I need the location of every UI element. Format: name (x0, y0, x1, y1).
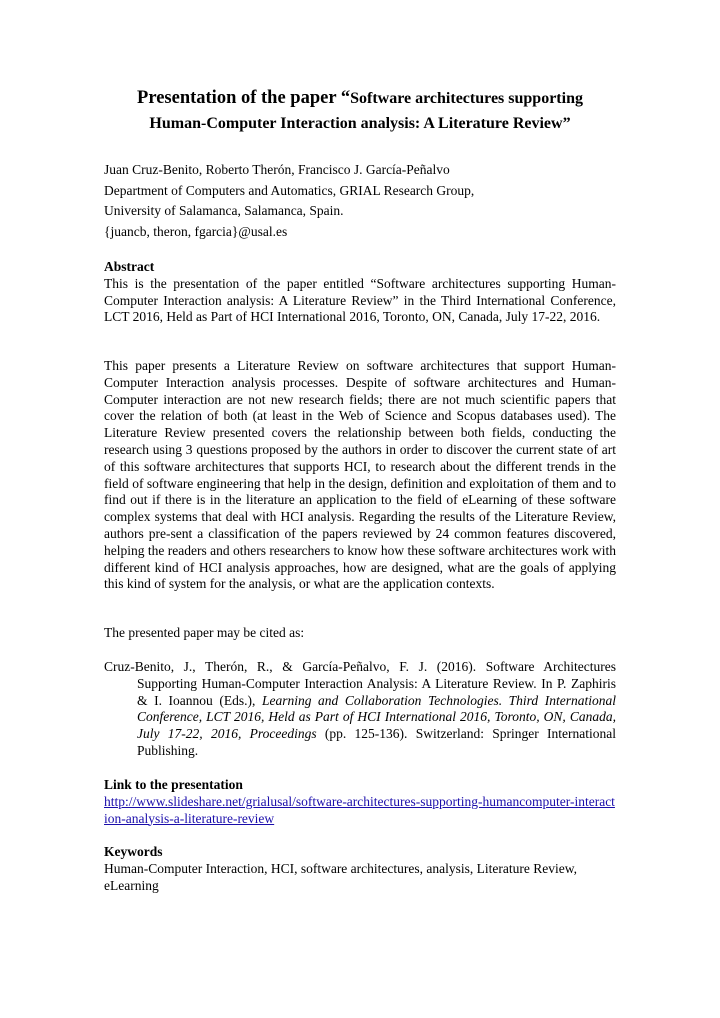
citation-intro: The presented paper may be cited as: (104, 625, 305, 640)
affiliation-line-2: University of Salamanca, Salamanca, Spain. (104, 203, 344, 218)
link-section (104, 777, 616, 827)
author-block (104, 160, 474, 242)
affiliation-line-1: Department of Computers and Automatics, GRIAL Research Group, (104, 182, 475, 198)
reference-entry (104, 659, 616, 760)
author-names: Juan Cruz-Benito, Roberto Therón, Francisco J. García-Peñalvo (104, 162, 450, 177)
title-prefix: Presentation of the paper “ (137, 88, 351, 108)
citation-reference (104, 659, 616, 760)
reference-text-end: (pp. 125-136). Switzerland: Springer International Publishing. (137, 726, 616, 758)
keywords-text: Human-Computer Interaction, HCI, software architectures, analysis, Literature Review, eLearning (104, 860, 577, 893)
paper-title-part-1: Software architectures supporting (350, 90, 583, 107)
title-line-1 (60, 86, 660, 111)
presentation-link[interactable]: http://www.slideshare.net/grialusal/software-architectures-supporting-humancomputer-interaction-analysis-a-literature-review (104, 793, 615, 826)
link-heading: Link to the presentation (104, 777, 243, 792)
reference-text-start: Cruz-Benito, J., Therón, R., & García-Peñalvo, F. J. (2016). Software Architectures Supporting Human-Computer Interaction Analysis: A Literature Review. In P. Zaphiris & I. Ioannou (Eds.), (104, 659, 616, 708)
abstract-paragraph-2: This paper presents a Literature Review on software architectures that support Human-Computer Interaction analysis processes. Despite of software architectures and Human-Computer interaction are not new research fields; there are not much scientific papers that cover the relation of both (at least in the Web of Science and Scopus databases used). The Literature Review presented covers the relationship between both fields, conducting the research using 3 questions proposed by the authors in order to discover the current state of art of this software architectures that supports HCI, to research about the different trends in the field of software engineering that help in the design, definition and exploitation of them and to find out if there is in the literature an application to the field of eLearning of these software complex systems that deal with HCI analysis. Regarding the results of the Literature Review, authors pre-sent a classification of the papers reviewed by 24 common features discovered, helping the readers and others researchers to know how these software architectures work with different kind of HCI analysis approaches, how are designed, what are the goals of applying this kind of system for the analysis, or what are the application contexts. (104, 358, 616, 592)
abstract-heading: Abstract (104, 259, 155, 274)
reference-book-title: Learning and Collaboration Technologies. Third International Conference, LCT 2016, Held as Part of HCI International 2016, Toronto, ON, Canada, July 17-22, 2016, Proceedings (137, 692, 616, 742)
keywords-heading: Keywords (104, 844, 163, 859)
keywords-section (104, 844, 616, 894)
abstract-section (104, 259, 616, 326)
abstract-paragraph-1: This is the presentation of the paper entitled “Software architectures supporting Human-Computer Interaction analysis: A Literature Review” in the Third International Conference, LCT 2016, Held as Part of HCI International 2016, Toronto, ON, Canada, July 17-22, 2016. (104, 275, 616, 325)
paper-title-part-2: Human-Computer Interaction analysis: A Literature Review” (149, 115, 571, 132)
document-title (60, 86, 660, 136)
author-emails: {juancb, theron, fgarcia}@usal.es (104, 223, 288, 239)
